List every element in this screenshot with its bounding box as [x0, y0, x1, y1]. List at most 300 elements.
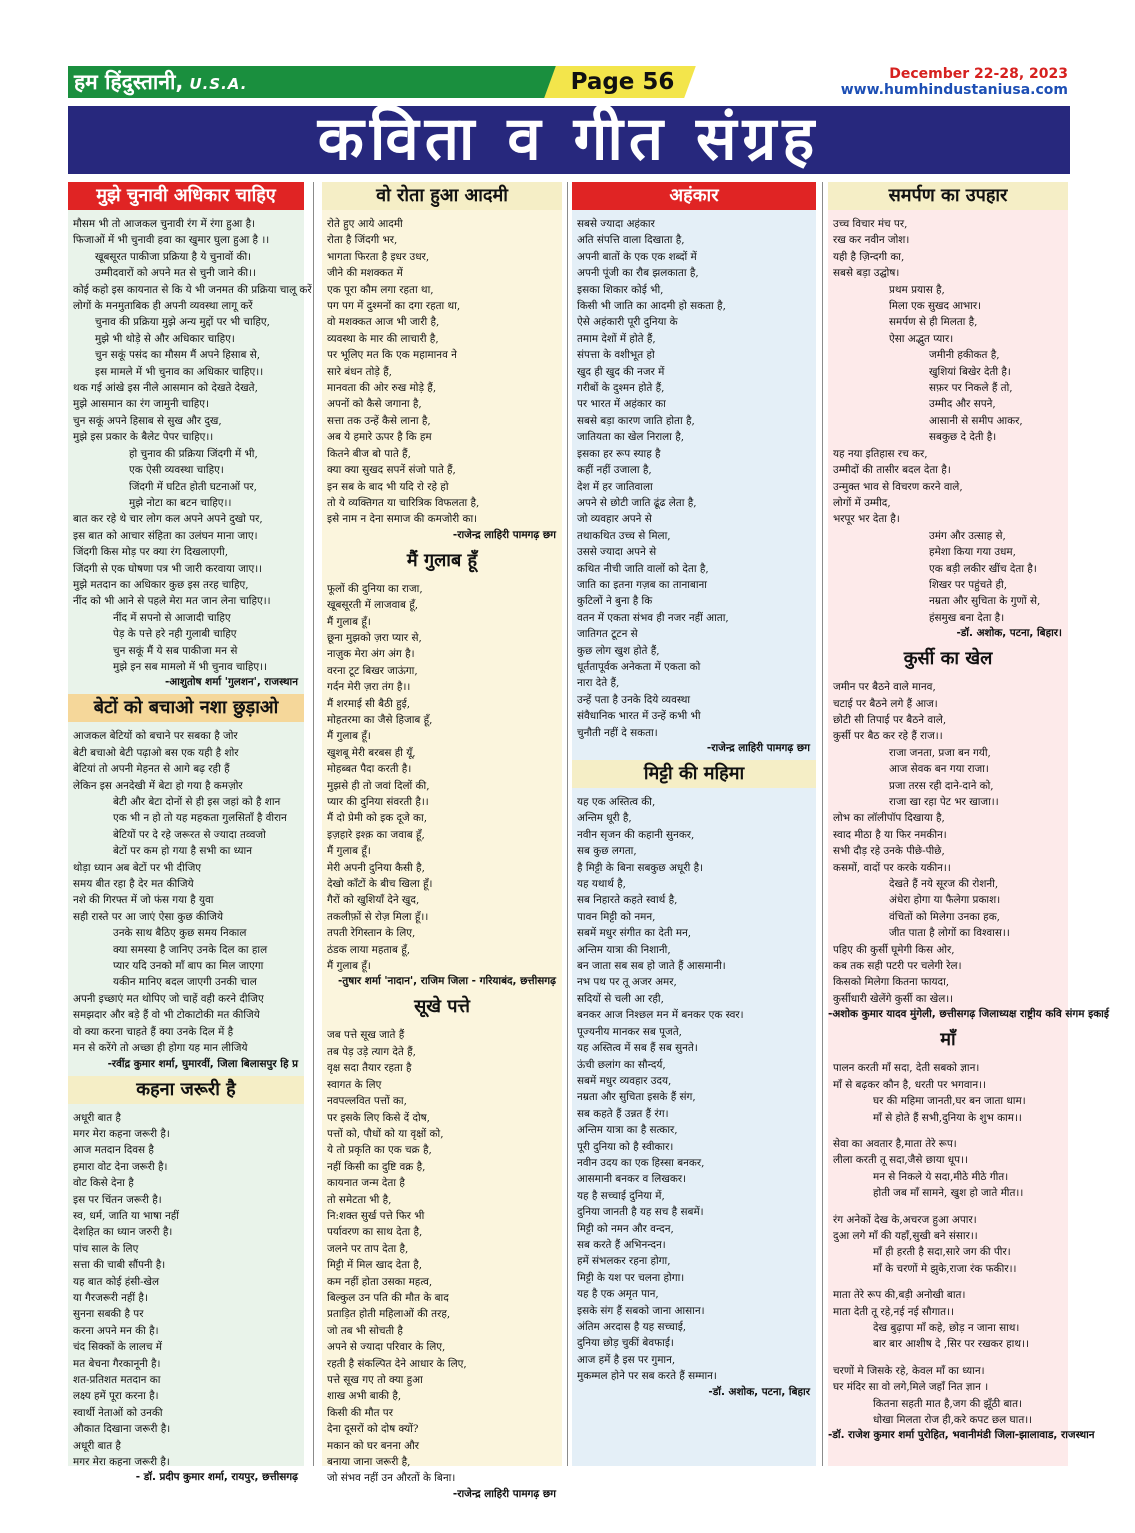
- poem-line: जमीन पर बैठने वाले मानव,: [833, 681, 936, 694]
- poem-line: गरीबों के दुश्मन होते हैं,: [577, 382, 665, 395]
- poem-line: बिल्कुल उन पति की मौत के बाद: [327, 1291, 449, 1304]
- poem-line: संपत्ता के वशीभूत हो: [577, 349, 655, 362]
- poem-title: माँ: [940, 1029, 956, 1051]
- poem-body: [68, 1110, 304, 1471]
- poem-line: औकात दिखाना जरूरी है।: [73, 1423, 171, 1436]
- poem-line: रोते हुए आये आदमी: [327, 218, 403, 230]
- poem-line: जब पत्ते सूख जाते हैं: [327, 1029, 405, 1042]
- poem-line: नींद को भी आने से पहले मेरा मत जान लेना चाहिए।।: [73, 595, 271, 608]
- poem-line: मुझे आसमान का रंग जामुनी चाहिए।: [73, 398, 209, 411]
- poem-line: जातिगत टूटन से: [577, 628, 638, 641]
- poem-body: [828, 1060, 1068, 1428]
- poem-line: तकलीफ़ों से रोज़ मिला हूँ।।: [327, 910, 429, 923]
- poem-line: पर भारत में अहंकार का: [577, 398, 666, 411]
- poem-line: सही रास्ते पर आ जाएं ऐसा कुछ कीजिये: [73, 910, 223, 923]
- poem-column-1: [68, 182, 312, 1484]
- poem-line: उच्च विचार मंच पर,: [833, 218, 908, 230]
- poem-line: थक गई आंखे इस नीले आसमान को देखते देखते,: [73, 382, 258, 395]
- poem-line: सब कुछ लगता,: [577, 845, 637, 858]
- poem-line: जिंदगी से एक घोषणा पत्र भी जारी करवाया जाए।।: [73, 562, 263, 575]
- poem-title: कहना जरूरी है: [68, 1076, 304, 1104]
- poem-line: किसी भी जाति का आदमी हो सकता है,: [577, 300, 726, 313]
- poem-line: नशे की गिरफ्त में जो फंस गया है युवा: [73, 894, 214, 907]
- poem-author: -रवींद्र कुमार शर्मा, घुमारवीं, जिला बिलासपुर हि प्र: [107, 1057, 298, 1070]
- poem-line: चुनौती नहीं दे सकता।: [577, 726, 658, 739]
- poem-line: अपनी पूंजी का रौब झलकाता है,: [577, 267, 699, 280]
- poem-line: मिट्टी में मिल खाद देता है,: [327, 1259, 423, 1272]
- poem-line: चुन सकूं मैं ये सब पाकीजा मन से: [113, 644, 238, 657]
- poem-line: मिट्टी को नमन और वन्दन,: [577, 1222, 674, 1235]
- poem-line: हंसमुख बना देता है।: [929, 611, 1005, 624]
- poem-line: अंधेरा होगा या फैलेगा प्रकाश।: [889, 894, 1001, 907]
- poem-line: चंद सिक्कों के लालच में: [73, 1341, 162, 1354]
- poem-line: खुशबू मेरी बरबस ही यूँ,: [327, 746, 416, 759]
- poem-line: कथित नीची जाति वालों को देता है,: [577, 562, 709, 575]
- poem-line: लक्ष्य हमें पूरा करना है।: [73, 1390, 159, 1403]
- poem-line: पत्तों को, पौधों को या वृक्षों को,: [327, 1127, 444, 1140]
- poem-line: प्रजा तरस रही दाने-दाने को,: [889, 779, 994, 792]
- poem-line: हमें संभलकर रहना होगा,: [577, 1255, 671, 1268]
- poem-line: गैरों को खुशियाँ देने खुद,: [327, 894, 420, 907]
- poem-line: माता देती तू रहे,नई नई सौगात।।: [833, 1305, 954, 1318]
- poem-line: अपने से छोटी जाति ढूंढ लेता है,: [577, 496, 697, 509]
- poem-line: मन से करेंगे तो अच्छा ही होगा यह मान लीजिये: [73, 1042, 248, 1055]
- poem-line: आज सेवक बन गया राजा।: [889, 763, 989, 776]
- poem-line: जाति का इतना गज़ब का तानाबाना: [577, 578, 707, 591]
- poem-line: कुर्सीधारी खेलेंगे कुर्सी का खेल।।: [833, 992, 954, 1005]
- poem-line: मकान को घर बनना और: [327, 1439, 419, 1452]
- poem-line: स्वार्थी नेताओं को उनकी: [73, 1406, 163, 1419]
- poem-line: सबसे ज्यादा अहंकार: [577, 218, 655, 230]
- poem-line: माँ ही हरती है सदा,सारे जग की पीर।: [873, 1246, 1011, 1259]
- poem-line: सारे बंधन तोड़े हैं,: [327, 365, 392, 378]
- poem-line: वंचितों को मिलेगा उनका हक,: [889, 910, 1000, 923]
- poem-line: मैं गुलाब हूँ।: [327, 730, 371, 743]
- column-divider: [313, 182, 314, 1466]
- poem-line: प्यार की दुनिया संवरती है।।: [327, 796, 429, 808]
- section-banner: [68, 106, 1070, 174]
- poem-line: समय बीत रहा है देर मत कीजिये: [73, 878, 194, 891]
- poem-line: जीने की मशक्कत में: [327, 267, 403, 280]
- poem-line: सुनना सबकी है पर: [73, 1308, 144, 1321]
- poem-line: ऐसा अद्भुत प्यार।: [889, 332, 954, 345]
- poem-line: तथाकथित उच्च से मिला,: [577, 529, 671, 542]
- poem-line: देशहित का ध्यान जरुरी है।: [73, 1226, 173, 1239]
- section-banner-title: कविता व गीत संग्रह: [317, 104, 821, 174]
- poem-line: कितना सहती मात है,जग की झूँठी बात।: [873, 1397, 1022, 1410]
- poem-line: मौसम भी तो आजकल चुनावी रंग में रंगा हुआ है।: [73, 218, 256, 230]
- poem-line: बेटियों पर दे रहे जरूरत से ज्यादा तव्वजो: [113, 828, 266, 841]
- poem-line: कुर्सी पर बैठ कर रहे हैं राज।।: [833, 730, 943, 743]
- poem-line: अपनों को कैसे जगाना है,: [327, 398, 422, 411]
- poem-body: [572, 216, 816, 741]
- poem-line: यह है सच्चाई दुनिया में,: [577, 1189, 665, 1202]
- poem-line: जिंदगी किस मोड़ पर क्या रंग दिखलाएगी,: [73, 546, 228, 559]
- poem-line: क्या क्या सुखद सपनें संजो पाते हैं,: [327, 464, 456, 477]
- poem-line: प्यार यदि उनको माँ बाप का मिल जाएगा: [113, 960, 264, 973]
- poem-line: नवीन उदय का एक हिस्सा बनकर,: [577, 1156, 705, 1169]
- poem-line: वोट किसे देना है: [73, 1177, 134, 1190]
- poem-line: देना दूसरों को दोष क्यों?: [327, 1423, 419, 1436]
- poem-title: कुर्सी का खेल: [903, 648, 993, 670]
- poem-line: धोखा मिलता रोज ही,करे कपट छल घात।।: [873, 1414, 1033, 1426]
- poem-line: होती जब माँ सामने, खुश हो जाते मीत।।: [873, 1187, 1024, 1200]
- poem-line: मुझे इस प्रकार के बैलेट पेपर चाहिए।।: [73, 431, 214, 444]
- poem-line: देखते हैं नये सूरज की रोशनी,: [889, 878, 999, 891]
- poem-line: जलने पर ताप देता है,: [327, 1242, 409, 1255]
- poem-line: संवैधानिक भारत में उन्हें कभी भी: [577, 710, 701, 723]
- poem-line: मुझे नोटा का बटन चाहिए।।: [129, 496, 232, 509]
- poem-title: समर्पण का उपहार: [828, 182, 1068, 210]
- poem-line: सभी दौड़ रहे उनके पीछे-पीछे,: [833, 845, 945, 858]
- poem-line: उन्मुक्त भाव से विचरण करने वाले,: [833, 480, 963, 493]
- poem-line: मोहब्बत पैदा करती है।: [327, 763, 412, 776]
- poem-line: उम्मीदवारों को अपने मत से चुनी जाने की।।: [95, 267, 256, 280]
- poem-line: खुद ही खुद की नजर में: [577, 365, 665, 378]
- poem-line: ऐसे अहंकारी पूरी दुनिया के: [577, 316, 678, 329]
- poem-line: भागता फिरता है इधर उधर,: [327, 250, 430, 263]
- poem-line: यही है ज़िन्दगी का,: [833, 250, 905, 263]
- poem-line: इस मामले में भी चुनाव का अधिकार चाहिए।।: [95, 365, 264, 378]
- poem-line: लोगों में उम्मीद,: [833, 496, 891, 509]
- poem-line: राजा खा रहा पेट भर खाजा।।: [889, 796, 999, 808]
- poem-line: छूना मुझको ज़रा प्यार से,: [327, 631, 422, 644]
- poem-line: वो क्या करना चाहते हैं क्या उनके दिल में है: [73, 1025, 234, 1038]
- poem-line: मैं शरमाई सी बैठी हुई,: [327, 697, 411, 710]
- poem-line: उमंग और उत्साह से,: [929, 529, 1006, 542]
- poem-author: -राजेन्द्र लाहिरी पामगढ़ छग: [452, 528, 556, 541]
- poem-line: अब ये हमारे ऊपर है कि हम: [327, 431, 432, 444]
- poem-line: अंतिम अरदास है यह सच्चाई,: [577, 1321, 687, 1333]
- poem-line: यकीन मानिए बदल जाएगी उनकी चाल: [113, 976, 257, 989]
- poem-line: तो ये व्यक्तिगत या चारित्रिक विफलता है,: [327, 496, 480, 509]
- poem-line: सबमें मधुर संगीत का देती मन,: [577, 927, 692, 940]
- poem-line: या गैरजरूरी नहीं है।: [73, 1291, 148, 1304]
- poem-line: रहती है संकल्पित देने आधार के लिए,: [327, 1357, 467, 1370]
- poem-line: तमाम देशों में होते हैं,: [577, 332, 656, 345]
- poem-line: यह बात कोई हंसी-खेल: [73, 1275, 160, 1288]
- poem-line: दुआ लगे माँ की यहाँ,सुखी बने संसार।।: [833, 1229, 978, 1242]
- poem-line: बात कर रहे थे चार लोग कल अपने अपने दुखो पर,: [73, 513, 263, 526]
- poem-line: रंग अनेकों देख के,अचरज हुआ अपार।: [833, 1213, 977, 1226]
- column-divider: [567, 182, 568, 1466]
- poem-line: सबकुछ दे देती है।: [929, 431, 997, 444]
- poem-line: माँ से होते हैं सभी,दुनिया के शुभ काम।।: [873, 1111, 1022, 1124]
- poem-title: बेटों को बचाओ नशा छुड़ाओ: [68, 694, 304, 722]
- poem-line: रोता है जिंदगी भर,: [327, 234, 398, 247]
- poem-body: [828, 216, 1068, 626]
- poem-line: अन्तिम धूरी है,: [577, 812, 632, 825]
- poem-line: इन सब के बाद भी यदि रो रहे हो: [327, 480, 449, 493]
- poem-line: मैं गुलाब हूँ।: [327, 960, 371, 973]
- poem-line: हमेशा किया गया उधम,: [929, 546, 1016, 559]
- poem-line: ठंडक लाया महताब हूँ,: [327, 943, 411, 956]
- poem-line: बेटियां तो अपनी मेहनत से आगे बढ़ रही हैं: [73, 763, 230, 776]
- poem-line: रख कर नवीन जोश।: [833, 234, 910, 247]
- poem-line: नम्रता और सुचिता इसके हैं संग,: [577, 1091, 696, 1104]
- poem-line: हो चुनाव की प्रक्रिया जिंदगी में भी,: [129, 447, 258, 460]
- newspaper-name-suffix: U.S.A.: [189, 75, 248, 93]
- poem-line: वरना टूट बिखर जाऊंगा,: [327, 664, 418, 677]
- column-divider: [822, 182, 823, 1466]
- poem-body: [572, 794, 816, 1385]
- poem-line: फिजाओं में भी चुनावी हवा का खुमार घुला हुआ है ।।: [73, 234, 270, 247]
- poem-line: देख बुढ़ापा माँ कहे, छोड़ न जाना साथ।: [873, 1321, 1020, 1334]
- poem-author: - डॉ. प्रदीप कुमार शर्मा, रायपुर, छत्तीसगढ़: [135, 1471, 298, 1484]
- poem-line: क्या समस्या है जानिए उनके दिल का हाल: [113, 943, 268, 956]
- poem-line: राजा जनता, प्रजा बन गयी,: [889, 746, 991, 759]
- poem-line: एक ऐसी व्यवस्था चाहिए।: [129, 464, 224, 477]
- poem-line: स्व, धर्म, जाति या भाषा नहीं: [73, 1209, 179, 1222]
- poem-line: स्वाद मीठा है या फिर नमकीन।: [833, 828, 947, 841]
- newspaper-name-text: हम हिंदुस्तानी,: [74, 70, 184, 94]
- poem-line: अपनी इच्छाएं मत थोपिए जो चाहें वही करने दीजिए: [73, 992, 264, 1005]
- poem-line: सबमें मधुर व्यवहार उदय,: [577, 1074, 672, 1087]
- poem-line: शत-प्रतिशत मतदान का: [73, 1374, 161, 1386]
- poem-title: मुझे चुनावी अधिकार चाहिए: [68, 182, 304, 210]
- poem-line: प्रथम प्रयास है,: [889, 283, 945, 296]
- poem-line: नवपल्लवित पत्तों का,: [327, 1095, 407, 1108]
- poem-line: जो तब भी सोचती है: [327, 1324, 403, 1337]
- poem-line: आज हमें है इस पर गुमान,: [577, 1353, 676, 1366]
- poem-line: उनके साथ बैठिए कुछ समय निकाल: [113, 927, 247, 940]
- poem-line: चुन सकूं अपने हिसाब से सुख और दुख,: [73, 414, 222, 427]
- poem-line: घर की महिमा जानती,घर बन जाता धाम।: [873, 1095, 1026, 1108]
- poem-line: नारा देते हैं,: [577, 677, 620, 690]
- poem-line: चटाई पर बैठने लगे हैं आज।: [833, 697, 938, 710]
- poem-line: कसमों, वादों पर करके यकीन।।: [833, 861, 951, 874]
- poem-line: आसानी से समीप आकर,: [929, 414, 1023, 427]
- poem-title: मैं गुलाब हूँ: [406, 549, 478, 571]
- poem-line: जिंदगी में घटित होती घटनाओं पर,: [129, 480, 257, 493]
- poem-line: नम्रता और सुचिता के गुणों से,: [929, 595, 1041, 608]
- poem-line: पूरी दुनिया को है स्वीकार।: [577, 1140, 674, 1153]
- poem-line: करना अपने मन की है।: [73, 1324, 159, 1337]
- poem-line: आज मतदान दिवस है: [73, 1144, 154, 1157]
- poem-line: जो व्यवहार अपने से: [577, 513, 652, 526]
- poem-line: अन्तिम यात्रा का है सत्कार,: [577, 1124, 678, 1137]
- poem-line: बन जाता सब सब हो जाते हैं आसमानी।: [577, 960, 726, 973]
- poem-line: मगर मेरा कहना जरूरी है।: [73, 1456, 170, 1469]
- poem-line: मेरी अपनी दुनिया कैसी है,: [327, 861, 425, 874]
- poem-body: [322, 581, 562, 975]
- poem-line: यह एक अस्तित्व की,: [577, 796, 656, 808]
- poem-line: उन्हें पता है उनके दिये व्यवस्था: [577, 693, 691, 706]
- poem-line: ये तो प्रकृति का एक चक्र है,: [327, 1144, 432, 1157]
- website-link[interactable]: www.humhindustaniusa.com: [840, 82, 1068, 98]
- poem-line: एक भी न हो तो यह महकता गुलसिताँ है वीरान: [113, 812, 287, 825]
- poem-line: व्यवस्था के मार की लाचारी है,: [327, 332, 439, 345]
- poem-line: वृक्ष सदा तैयार रहता है: [327, 1062, 412, 1075]
- poem-line: बार बार आशीष दे ,सिर पर रखकर हाथ।।: [873, 1338, 1029, 1351]
- poem-line: कम नहीं होता उसका महत्व,: [327, 1275, 433, 1288]
- poem-line: स्वागत के लिए: [327, 1078, 382, 1091]
- poem-line: सब करते हैं अभिनन्दन।: [577, 1238, 666, 1251]
- issue-date: December 22-28, 2023: [889, 66, 1068, 82]
- poem-line: नवीन सृजन की कहानी सुनकर,: [577, 828, 695, 841]
- poem-line: मुझे भी थोड़े से और अधिकार चाहिए।: [95, 332, 235, 345]
- poem-author: -राजेन्द्र लाहिरी पामगढ़ छग: [452, 1487, 556, 1500]
- poem-line: सदियों से चली आ रही,: [577, 992, 664, 1005]
- poem-line: कायनात जन्म देता है: [327, 1177, 405, 1190]
- poem-line: मगर मेरा कहना जरूरी है।: [73, 1127, 170, 1140]
- poem-line: उससे ज्यादा अपने से: [577, 546, 657, 559]
- poem-line: उम्मीद और सपने,: [929, 398, 996, 411]
- poem-line: बेटी और बेटा दोनों से ही इस जहां को है शान: [113, 796, 281, 808]
- poem-line: जमीनी हकीकत है,: [929, 349, 1000, 362]
- poem-author: -डॉ. राजेश कुमार शर्मा पुरोहित, भवानीमंडी जिला-झालावाड, राजस्थान: [828, 1429, 1095, 1442]
- poem-line: मोहतरमा का जैसे हिजाब हूँ,: [327, 713, 433, 726]
- poem-line: वतन में एकता संभव ही नजर नहीं आता,: [577, 611, 729, 624]
- poem-line: कुछ लोग खुश होते हैं,: [577, 644, 660, 657]
- poem-line: चुनाव की प्रक्रिया मुझे अन्य मुद्दों पर भी चाहिए,: [95, 316, 270, 329]
- poem-body: [322, 1027, 562, 1486]
- poem-line: किसको मिलेगा कितना फायदा,: [833, 976, 950, 989]
- poem-line: सफ़र पर निकले हैं तो,: [929, 382, 1013, 395]
- poem-line: कुटिलों ने बुना है कि: [577, 595, 653, 608]
- poem-line: मिट्टी के यश पर चलना होगा।: [577, 1271, 685, 1284]
- poem-line: शाख अभी बाकी है,: [327, 1390, 402, 1403]
- poem-line: उम्मीदों की तासीर बदल देता है।: [833, 464, 951, 477]
- poem-line: सब निहारते कहते स्वार्थ है,: [577, 894, 678, 907]
- poem-line: खूबसूरती में लाजवाब हूँ,: [327, 599, 419, 612]
- poem-line: कोई कहो इस कायनात से कि ये भी जनमत की प्रक्रिया चालू करें: [73, 283, 312, 296]
- poem-column-4: [828, 182, 1109, 1466]
- poem-line: मुझसे ही तो जवां दिलों की,: [327, 779, 430, 792]
- poem-line: अन्तिम यात्रा की निशानी,: [577, 943, 671, 956]
- poem-line: समझदार और बड़े हैं वो भी टोकाटोकी मत कीजिये: [73, 1009, 260, 1022]
- poem-line: मैं गुलाब हूँ।: [327, 845, 371, 858]
- poem-line: इस पर चिंतन जरूरी है।: [73, 1193, 162, 1206]
- poem-line: माता तेरे रूप की,बड़ी अनोखी बात।: [833, 1289, 966, 1302]
- poem-line: पालन करती माँ सदा, देती सबको ज्ञान।: [833, 1062, 980, 1075]
- poem-column-2: [322, 182, 562, 1500]
- poem-line: इसका हर रूप स्याह है: [577, 447, 661, 460]
- poem-line: यह अस्तित्व में सब हैं सब सुनते।: [577, 1042, 698, 1055]
- poem-line: चुन सकूं पसंद का मौसम मैं अपने हिसाब से,: [95, 349, 261, 362]
- poem-line: है मिट्टी के बिना सबकुछ अधूरी है।: [577, 861, 704, 874]
- poem-line: बनाया जाना जरूरी है,: [327, 1456, 411, 1469]
- poem-line: देश में हर जातिवाला: [577, 480, 653, 493]
- poem-line: नाज़ुक मेरा अंग अंग है।: [327, 648, 415, 661]
- poem-line: सत्ता की चाबी सौंपनी है।: [73, 1259, 166, 1272]
- poem-line: लेकिन इस अनदेखी में बेटा हो गया है कमज़ोर: [73, 779, 243, 792]
- poem-line: थोड़ा ध्यान अब बेटों पर भी दीजिए: [73, 861, 202, 874]
- poem-line: इस बात को आचार संहिता का उलंघन माना जाए।: [73, 529, 258, 542]
- poem-line: चरणों मे जिसके रहे, केवल माँ का ध्यान।: [833, 1364, 985, 1377]
- poem-line: पर इसके लिए किसे दें दोष,: [327, 1111, 430, 1124]
- poem-line: पग पग में दुश्मनों का दगा रहता था,: [327, 300, 461, 313]
- poem-line: तो समेटता भी है,: [327, 1193, 392, 1206]
- poem-line: तब पेड़ उड़े त्याग देते हैं,: [327, 1045, 416, 1058]
- poem-line: सेवा का अवतार है,माता तेरे रूप।: [833, 1137, 957, 1150]
- poem-line: मुकम्मल होने पर सब करते हैं सम्मान।: [577, 1370, 717, 1383]
- poem-line: माँ से बढ़कर कौन है, धरती पर भगवान।।: [833, 1078, 986, 1091]
- poem-line: अधूरी बात है: [73, 1111, 121, 1124]
- poem-author: -तुषार शर्मा 'नादान', राजिम जिला - गरियाबंद, छत्तीसगढ़: [337, 975, 556, 988]
- poem-line: पूज्यनीय मानकर सब पूजते,: [577, 1025, 682, 1038]
- poem-line: बेटी बचाओ बेटी पढ़ाओ बस एक यही है शोर: [73, 746, 239, 759]
- poem-line: यह यथार्थ है,: [577, 878, 626, 891]
- poem-line: माँ के चरणों मे झुके,राजा रंक फकीर।।: [873, 1262, 1017, 1275]
- poem-line: मानवता की ओर रुख मोड़े हैं,: [327, 382, 437, 395]
- poem-line: नि:शक्त सुर्ख पत्ते फिर भी: [327, 1209, 425, 1222]
- poem-line: बेटों पर कम हो गया है सभी का ध्यान: [113, 845, 253, 858]
- poem-line: घर मंदिर सा वो लगे,मिले जहाँ नित ज्ञान ।: [833, 1381, 989, 1394]
- poem-line: मैं गुलाब हूँ।: [327, 615, 371, 628]
- poem-line: देखो काँटों के बीच खिला हूँ।: [327, 878, 433, 891]
- poem-line: लीला करती तू सदा,जैसे छाया धूप।।: [833, 1154, 968, 1167]
- poem-line: यह है एक अमृत पान,: [577, 1288, 659, 1301]
- poem-line: लोगों के मनमुताबिक ही अपनी व्यवस्था लागू करें: [73, 300, 253, 313]
- poem-line: हमारा वोट देना जरूरी है।: [73, 1160, 168, 1173]
- poem-line: सब कहते हैं उन्नत हैं रंग।: [577, 1107, 669, 1120]
- poem-title: वो रोता हुआ आदमी: [322, 182, 562, 210]
- poem-line: शिखर पर पहुंचते ही,: [929, 578, 1008, 591]
- poem-line: एक बड़ी लकीर खींच देता है।: [929, 562, 1037, 575]
- poem-title: मिट्टी की महिमा: [572, 760, 816, 788]
- poem-line: अपनी बातों के एक एक शब्दों में: [577, 250, 697, 263]
- poem-title: अहंकार: [572, 182, 816, 210]
- poem-line: तपती रेगिस्तान के लिए,: [327, 927, 416, 940]
- poem-line: प्रताड़ित होती महिलाओं की तरह,: [327, 1308, 451, 1321]
- poem-body: [68, 216, 312, 675]
- poem-line: कब तक सही पटरी पर चलेगी रेल।: [833, 960, 962, 973]
- poem-line: पावन मिट्टी को नमन,: [577, 910, 656, 923]
- poem-line: मुझे मतदान का अधिकार कुछ इस तरह चाहिए,: [73, 578, 249, 591]
- poem-line: पर्यावरण का साथ देता है,: [327, 1226, 423, 1239]
- poem-line: पर भूलिए मत कि एक महामानव ने: [327, 349, 457, 362]
- poem-line: नभ पथ पर तू अजर अमर,: [577, 976, 677, 989]
- poem-line: अति संपत्ति वाला दिखाता है,: [577, 234, 685, 247]
- poem-line: इसका शिकार कोई भी,: [577, 283, 664, 296]
- poem-line: आजकल बेटियों को बचाने पर सबका है जोर: [73, 730, 238, 743]
- poem-line: इसे नाम न देना समाज की कमजोरी का।: [327, 513, 478, 526]
- poem-line: खुशियां बिखेर देती है।: [929, 365, 1011, 378]
- poem-body: [322, 216, 562, 528]
- poem-line: इज़हारे इश्क़ का जवाब हूँ,: [327, 828, 425, 841]
- poem-line: बनकर आज निश्छल मन में बनकर एक स्वर।: [577, 1009, 744, 1022]
- poem-body: [828, 679, 1068, 1007]
- poem-line: पेड़ के पत्ते हरे नही गुलाबी चाहिए: [113, 628, 237, 641]
- poem-line: ऊंची छलांग का सौन्दर्य,: [577, 1058, 666, 1071]
- poem-line: दुनिया छोड़ चुकीं बेवफाई।: [577, 1337, 674, 1350]
- poem-line: मैं दो प्रेमी को इक दूजे का,: [327, 812, 428, 825]
- poem-author: -अशोक कुमार यादव मुंगेली, छत्तीसगढ़ जिलाध्यक्ष राष्ट्रीय कवि संगम इकाई: [828, 1008, 1109, 1021]
- poem-line: मत बेचना गैरकानूनी है।: [73, 1357, 161, 1370]
- poem-line: गर्दन मेरी ज़रा तंग है।।: [327, 681, 411, 694]
- poem-line: कहीं नहीं उजाला है,: [577, 464, 652, 477]
- poem-line: जातियता का खेल निराला है,: [577, 431, 685, 444]
- poem-author: -डॉ. अशोक, पटना, बिहार।: [956, 627, 1062, 640]
- poem-body: [68, 728, 304, 1056]
- poem-line: इसके संग हैं सबको जाना आसान।: [577, 1304, 705, 1317]
- masthead: [68, 66, 1070, 98]
- poem-title: सूखे पत्ते: [414, 996, 470, 1018]
- poem-line: सबसे बड़ा कारण जाति होता है,: [577, 414, 695, 427]
- poem-line: जीत पाता है लोगों का विश्वास।।: [889, 927, 1010, 940]
- poem-line: समर्पण से ही मिलता है,: [889, 316, 978, 329]
- poem-line: पत्ते सूख गए तो क्या हुआ: [327, 1374, 423, 1386]
- poem-line: छोटी सी तिपाई पर बैठने वाले,: [833, 713, 947, 726]
- poem-line: वो मशक्कत आज भी जारी है,: [327, 316, 440, 329]
- poem-line: नहीं किसी का दुष्टि वक्र है,: [327, 1160, 426, 1173]
- page-number: Page 56: [570, 69, 675, 95]
- poem-line: यह नया इतिहास रच कर,: [833, 447, 928, 460]
- poem-line: मन से निकले ये सदा,मीठे मीठे गीत।: [873, 1170, 1009, 1183]
- poem-line: अपने से ज्यादा परिवार के लिए,: [327, 1341, 446, 1354]
- poem-author: -डॉ. अशोक, पटना, बिहार: [708, 1385, 810, 1398]
